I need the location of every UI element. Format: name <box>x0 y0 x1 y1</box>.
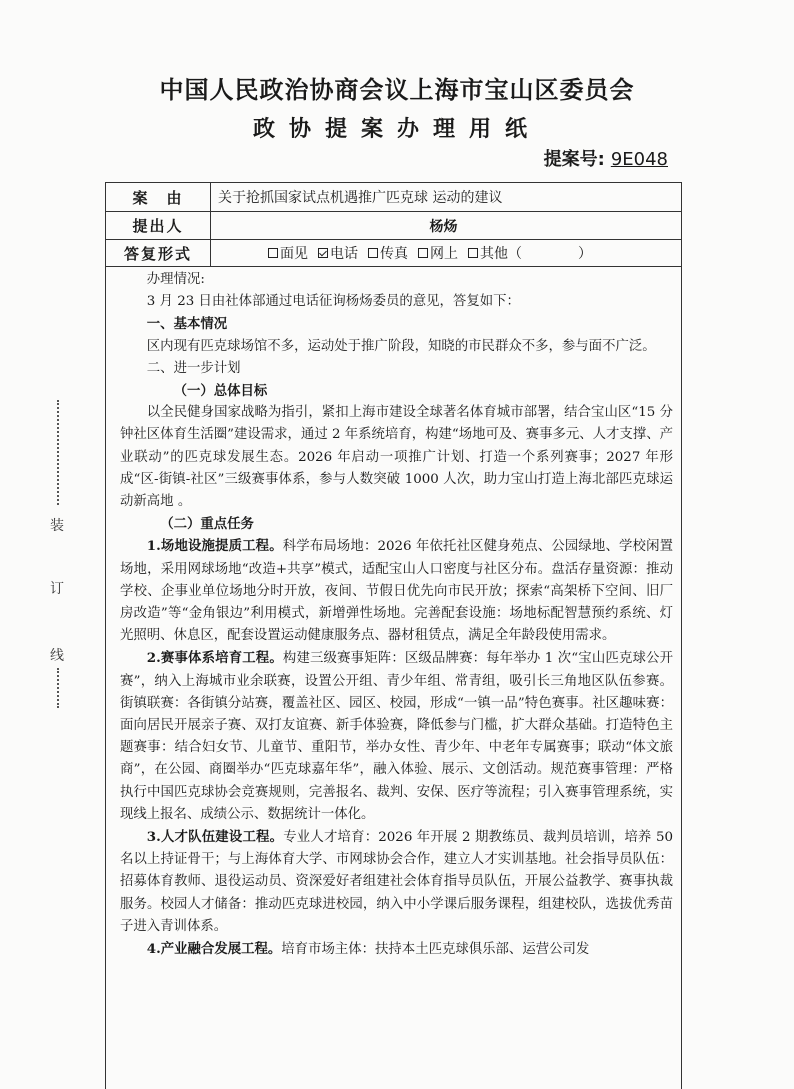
section1-title: 一、基本情况 <box>146 316 228 333</box>
task2-text: 构建三级赛事矩阵：区级品牌赛：每年举办 1 次“宝山匹克球公开赛”，纳入上海城市业余联赛，设置公开组、青少年组、常青组，吸引长三角地区队伍参赛。街镇联赛：各街镇分站赛，覆盖社区、园区、校园，形成“一镇一品”特色赛事。社区趣味赛：面向居民开展亲子赛、双打友谊赛、新手体验赛，降低参与门槛，扩大群众基础。打造特色主题赛事：结合妇女节、儿童节、重阳节，举办女性、青少年、中老年专属赛事；联动“体文旅商”，在公园、商圈举办“匹克球嘉年华”，融入体验、展示、文创活动。规范赛事管理：严格执行中国匹克球协会竞赛规则，完善报名、裁判、安保、医疗等流程；引入赛事管理系统，实现线上报名、成绩公示、数据统计一体化。 <box>120 651 673 822</box>
sub1-title: （一）总体目标 <box>173 383 268 400</box>
section1-paragraph: 区内现有匹克球场馆不多，运动处于推广阶段，知晓的市民群众不多，参与面不广泛。 <box>146 338 656 354</box>
subject-row <box>106 183 681 212</box>
proposer-value: 杨炀 <box>429 218 458 235</box>
task4-text: 培育市场主体：扶持本土匹克球俱乐部、运营公司发 <box>281 942 590 958</box>
binding-line <box>48 400 68 690</box>
reply-option-online[interactable]: 网上 <box>418 243 458 263</box>
binding-char-3: 线 <box>50 648 64 664</box>
checkbox-icon[interactable] <box>268 248 278 258</box>
handling-content <box>120 269 673 961</box>
reply-label: 答复形式 <box>106 240 211 266</box>
sub1-paragraph: 以全民健身国家战略为指引，紧扣上海市建设全球著名体育城市部署，结合宝山区“15 分钟社区体育生活圈”建设需求，通过 2 年系统培育，构建“场地可及、赛事多元、人才支撑、产业联动”的匹克球发展生态。2026 年启动一项推广计划、打造一个系列赛事；2027 年形成“区-街镇-社区”三级赛事体系，参与人数突破 1000 人次，助力宝山打造上海北部匹克球运动新高地 。 <box>120 405 673 510</box>
checkbox-icon[interactable] <box>468 248 478 258</box>
proposer-row <box>106 212 681 240</box>
subject-value: 关于抢抓国家试点机遇推广匹克球 运动的建议 <box>218 190 503 206</box>
task2-title: 2.赛事体系培育工程。 <box>146 650 283 667</box>
proposer-label: 提出人 <box>106 212 211 239</box>
reply-option-fax[interactable]: 传真 <box>368 243 408 263</box>
sub2-title: （二）重点任务 <box>160 516 254 533</box>
task1-text: 科学布局场地：2026 年依托社区健身苑点、公园绿地、学校闲置场地，采用网球场地“改造+共享”模式，适配宝山人口密度与社区分布。盘活存量资源：推动学校、企事业单位场地分时开放，夜间、节假日优先向市民开放；探索“高架桥下空间、旧厂房改造”等“金角银边”利用模式，新增弹性场地。完善配套设施：场地标配智慧预约系统、灯光照明、休息区，配套设置运动健康服务点、器材租赁点，满足全年龄段使用需求。 <box>120 539 673 644</box>
reply-option-meeting[interactable]: 面见 <box>268 243 308 263</box>
binding-dots-top <box>57 400 59 505</box>
task1-title: 1.场地设施提质工程。 <box>146 538 283 555</box>
checkbox-icon[interactable] <box>368 248 378 258</box>
task2-paragraph <box>120 647 673 826</box>
task3-paragraph <box>120 826 673 938</box>
proposal-number-label: 提案号 <box>543 149 598 170</box>
reply-option-phone[interactable]: 电话 <box>318 243 358 263</box>
subject-label: 案 由 <box>106 183 211 211</box>
task3-text: 专业人才培育：2026 年开展 2 期教练员、裁判员培训，培养 50 名以上持证骨干；与上海体育大学、市网球协会合作，建立人才实训基地。社会指导员队伍：招募体育教师、退役运动员、资深爱好者组建社会体育指导员队伍，开展公益教学、赛事执裁服务。校园人才储备：推动匹克球进校园，纳入中小学课后服务课程，组建校队，选拔优秀苗子进入青训体系。 <box>120 830 673 934</box>
checkbox-icon[interactable] <box>418 248 428 258</box>
reply-option-other[interactable]: 其他（ ） <box>468 243 592 263</box>
reply-row <box>106 240 681 267</box>
binding-char-2: 订 <box>50 581 64 597</box>
task4-title: 4.产业融合发展工程。 <box>146 941 282 958</box>
proposal-form <box>105 182 682 1089</box>
document-title: 中国人民政治协商会议上海市宝山区委员会 <box>159 76 635 104</box>
proposal-number: 提案号: 9E048 <box>544 145 674 171</box>
reply-options <box>268 240 677 266</box>
section2-title: 二、进一步计划 <box>146 360 241 376</box>
binding-char-1: 装 <box>50 518 64 534</box>
intro-paragraph: 3 月 23 日由社体部通过电话征询杨炀委员的意见，答复如下： <box>146 294 520 310</box>
document-subtitle: 政协提案办理用纸 <box>252 117 541 142</box>
task4-paragraph <box>120 938 673 961</box>
task1-paragraph <box>120 535 673 647</box>
binding-dots-bottom <box>57 668 59 708</box>
checkbox-checked-icon[interactable] <box>318 248 328 258</box>
task3-title: 3.人才队伍建设工程。 <box>146 829 284 846</box>
status-title: 办理情况: <box>146 272 205 287</box>
proposal-number-value: 9E048 <box>610 149 668 170</box>
